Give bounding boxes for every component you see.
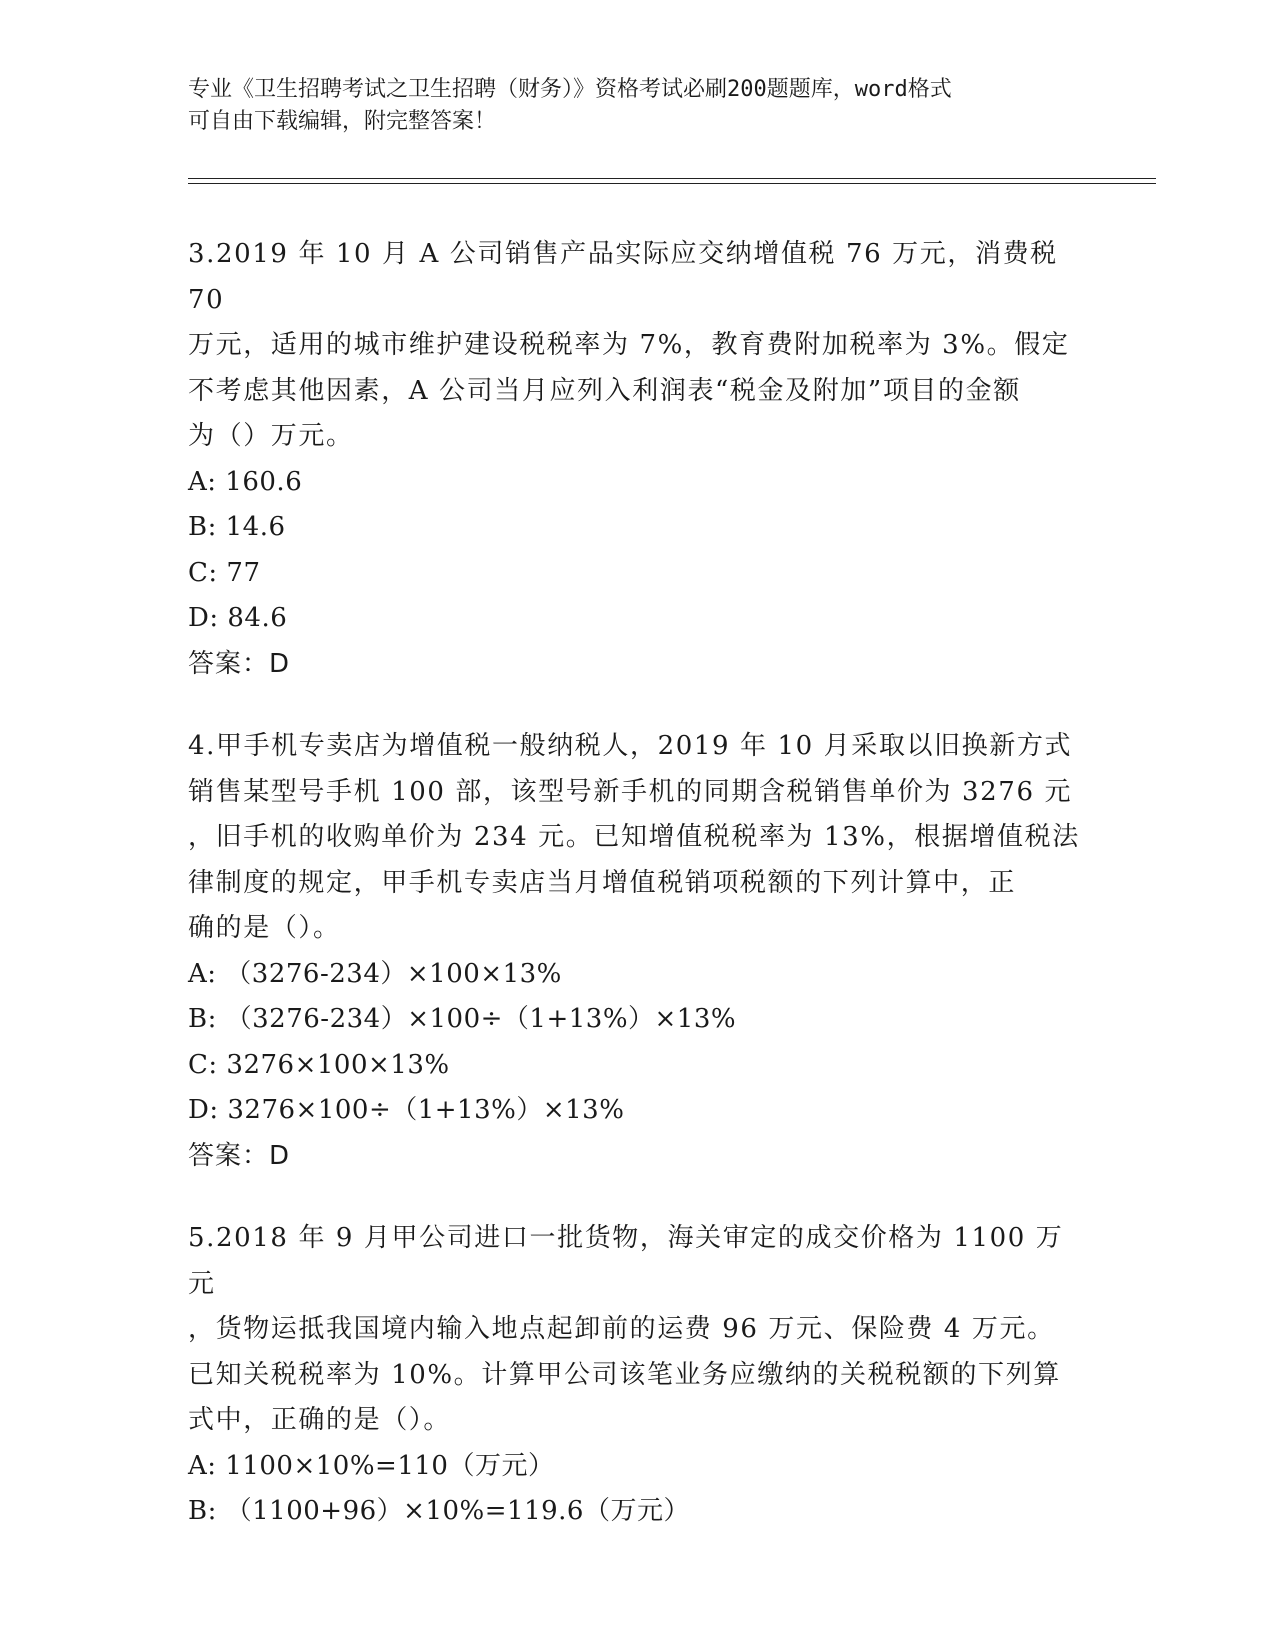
question-stem-line: 3.2019 年 10 月 A 公司销售产品实际应交纳增值税 76 万元，消费税 70 xyxy=(188,239,1058,315)
option-a: A: （3276-234）×100×13% xyxy=(188,958,562,989)
question-3 xyxy=(188,232,1088,687)
header-line-2: 可自由下载编辑，附完整答案！ xyxy=(188,109,497,134)
question-stem-line: 为（）万元。 xyxy=(188,421,354,451)
question-stem-line: 确的是（）。 xyxy=(188,913,341,943)
option-c: C: 3276×100×13% xyxy=(188,1049,450,1080)
question-stem-line: 不考虑其他因素，A 公司当月应列入利润表“税金及附加”项目的金额 xyxy=(188,375,1021,406)
answer-label: 答案：D xyxy=(188,1140,291,1171)
option-d: D: 3276×100÷（1+13%）×13% xyxy=(188,1095,625,1125)
question-stem-line: ，货物运抵我国境内输入地点起卸前的运费 96 万元、保险费 4 万元。 xyxy=(188,1314,1055,1344)
option-b: B: 14.6 xyxy=(188,512,286,542)
question-stem-line: 已知关税税率为 10%。计算甲公司该笔业务应缴纳的关税税额的下列算 xyxy=(188,1359,1061,1390)
option-d: D: 84.6 xyxy=(188,603,288,633)
option-c: C: 77 xyxy=(188,557,261,588)
question-4 xyxy=(188,724,1088,1179)
question-stem-line: 5.2018 年 9 月甲公司进口一批货物，海关审定的成交价格为 1100 万元 xyxy=(188,1223,1064,1299)
question-5 xyxy=(188,1216,1088,1535)
question-list xyxy=(188,232,1088,1572)
option-b: B: （1100+96）×10%=119.6（万元） xyxy=(188,1496,690,1526)
question-stem-line: 律制度的规定，甲手机专卖店当月增值税销项税额的下列计算中，正 xyxy=(188,867,1017,898)
question-stem-line: ，旧手机的收购单价为 234 元。已知增值税税率为 13%，根据增值税法 xyxy=(188,822,1080,852)
option-a: A: 160.6 xyxy=(188,466,303,497)
question-stem-line: 销售某型号手机 100 部，该型号新手机的同期含税销售单价为 3276 元 xyxy=(188,776,1073,807)
answer-label: 答案：D xyxy=(188,648,291,679)
header-line-1: 专业《卫生招聘考试之卫生招聘（财务）》资格考试必刷200题题库，word格式 xyxy=(188,77,952,102)
option-a: A: 1100×10%=110（万元） xyxy=(188,1450,555,1481)
question-stem-line: 式中，正确的是（）。 xyxy=(188,1405,452,1435)
option-b: B: （3276-234）×100÷（1+13%）×13% xyxy=(188,1004,737,1034)
question-stem-line: 4.甲手机专卖店为增值税一般纳税人，2019 年 10 月采取以旧换新方式 xyxy=(188,731,1073,761)
header-divider-top xyxy=(188,178,1156,179)
question-stem-line: 万元，适用的城市维护建设税税率为 7%，教育费附加税率为 3%。假定 xyxy=(188,330,1070,360)
header-divider-bottom xyxy=(188,183,1156,184)
page-header xyxy=(188,74,1088,138)
